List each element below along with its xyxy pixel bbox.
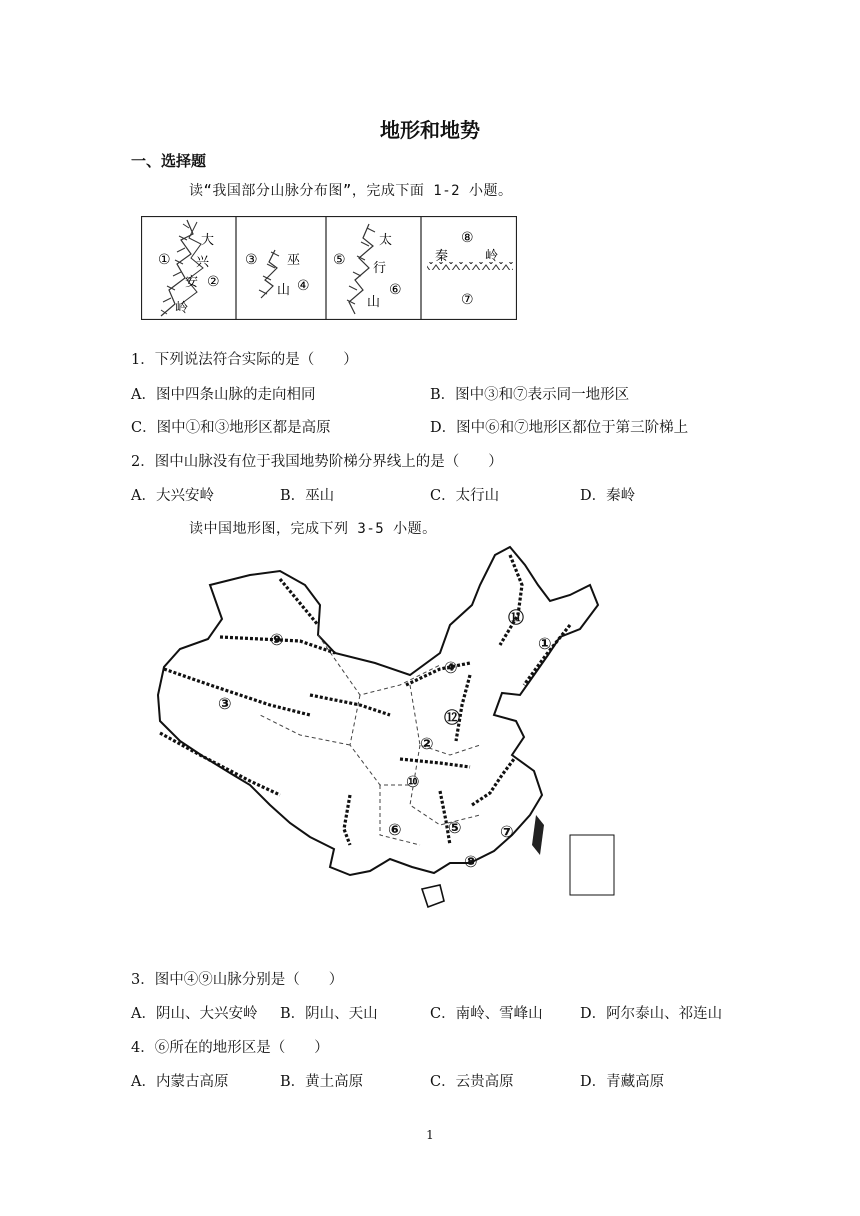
q1-option-a: A．图中四条山脉的走向相同 <box>131 387 316 403</box>
map-label-11: ⑪ <box>508 608 525 627</box>
panel3-char-3: 山 <box>367 295 381 310</box>
question-3-stem: 3．图中④⑨山脉分别是（ ） <box>131 972 344 988</box>
q1-option-d: D．图中⑥和⑦地形区都位于第三阶梯上 <box>430 420 689 436</box>
q3-option-c: C．南岭、雪峰山 <box>430 1006 543 1022</box>
panel2-char-2: 山 <box>277 283 291 298</box>
map-label-12: ⑫ <box>444 708 461 727</box>
q4-option-d: D．青藏高原 <box>580 1074 665 1090</box>
panel1-label-1: ① <box>158 252 171 268</box>
panel4-char-2: 岭 <box>485 249 499 264</box>
page-title: 地形和地势 <box>380 118 480 142</box>
panel3-label-2: ⑥ <box>389 282 402 298</box>
map-label-6: ⑥ <box>388 820 402 839</box>
question-1-stem: 1．下列说法符合实际的是（ ） <box>131 352 358 368</box>
q3-option-a: A．阴山、大兴安岭 <box>131 1006 258 1022</box>
panel1-char-3: 安 <box>185 275 199 290</box>
question-4-stem: 4．⑥所在的地形区是（ ） <box>131 1040 329 1056</box>
section-heading: 一、选择题 <box>131 152 207 170</box>
panel4-char-1: 秦 <box>435 249 449 264</box>
panel3-label-1: ⑤ <box>333 252 346 268</box>
panel1-label-2: ② <box>207 274 220 290</box>
q1-option-b: B．图中③和⑦表示同一地形区 <box>430 387 630 403</box>
mountain-panels-figure <box>141 216 517 320</box>
q2-option-c: C．太行山 <box>430 488 500 504</box>
panel2-label-2: ④ <box>297 278 310 294</box>
q3-option-b: B．阴山、天山 <box>280 1006 378 1022</box>
panel3-char-2: 行 <box>373 261 387 276</box>
q4-option-c: C．云贵高原 <box>430 1074 514 1090</box>
panel1-char-2: 兴 <box>196 255 210 270</box>
q3-option-d: D．阿尔泰山、祁连山 <box>580 1006 723 1022</box>
q2-option-a: A．大兴安岭 <box>131 488 214 504</box>
map-label-5: ⑤ <box>448 818 462 837</box>
map-label-1: ① <box>538 634 552 653</box>
intro-text-2: 读中国地形图，完成下列 3-5 小题。 <box>189 521 437 537</box>
q4-option-b: B．黄土高原 <box>280 1074 364 1090</box>
q1-option-c: C．图中①和③地形区都是高原 <box>131 420 331 436</box>
map-label-7: ⑦ <box>500 822 514 841</box>
map-label-9: ⑨ <box>270 630 284 649</box>
panel3-char-1: 太 <box>379 233 393 248</box>
question-2-stem: 2．图中山脉没有位于我国地势阶梯分界线上的是（ ） <box>131 454 503 470</box>
map-label-10: ⑩ <box>406 772 420 791</box>
panel2-char-1: 巫 <box>287 253 301 268</box>
q4-option-a: A．内蒙古高原 <box>131 1074 229 1090</box>
map-label-4: ④ <box>444 658 458 677</box>
q2-option-b: B．巫山 <box>280 488 335 504</box>
map-label-3: ③ <box>218 694 232 713</box>
q2-option-d: D．秦岭 <box>580 488 636 504</box>
map-label-2: ② <box>420 734 434 753</box>
map-label-8: ⑧ <box>464 852 478 871</box>
ridge-wushan <box>259 250 279 298</box>
china-terrain-map <box>150 545 620 917</box>
intro-text-1: 读“我国部分山脉分布图”，完成下面 1-2 小题。 <box>189 183 513 199</box>
panel4-label-2: ⑦ <box>461 292 474 308</box>
panel1-char-4: 岭 <box>175 301 189 316</box>
page-number: 1 <box>426 1128 434 1142</box>
panel2-label-1: ③ <box>245 252 258 268</box>
panel4-label-1: ⑧ <box>461 230 474 246</box>
panel1-char-1: 大 <box>201 233 215 248</box>
